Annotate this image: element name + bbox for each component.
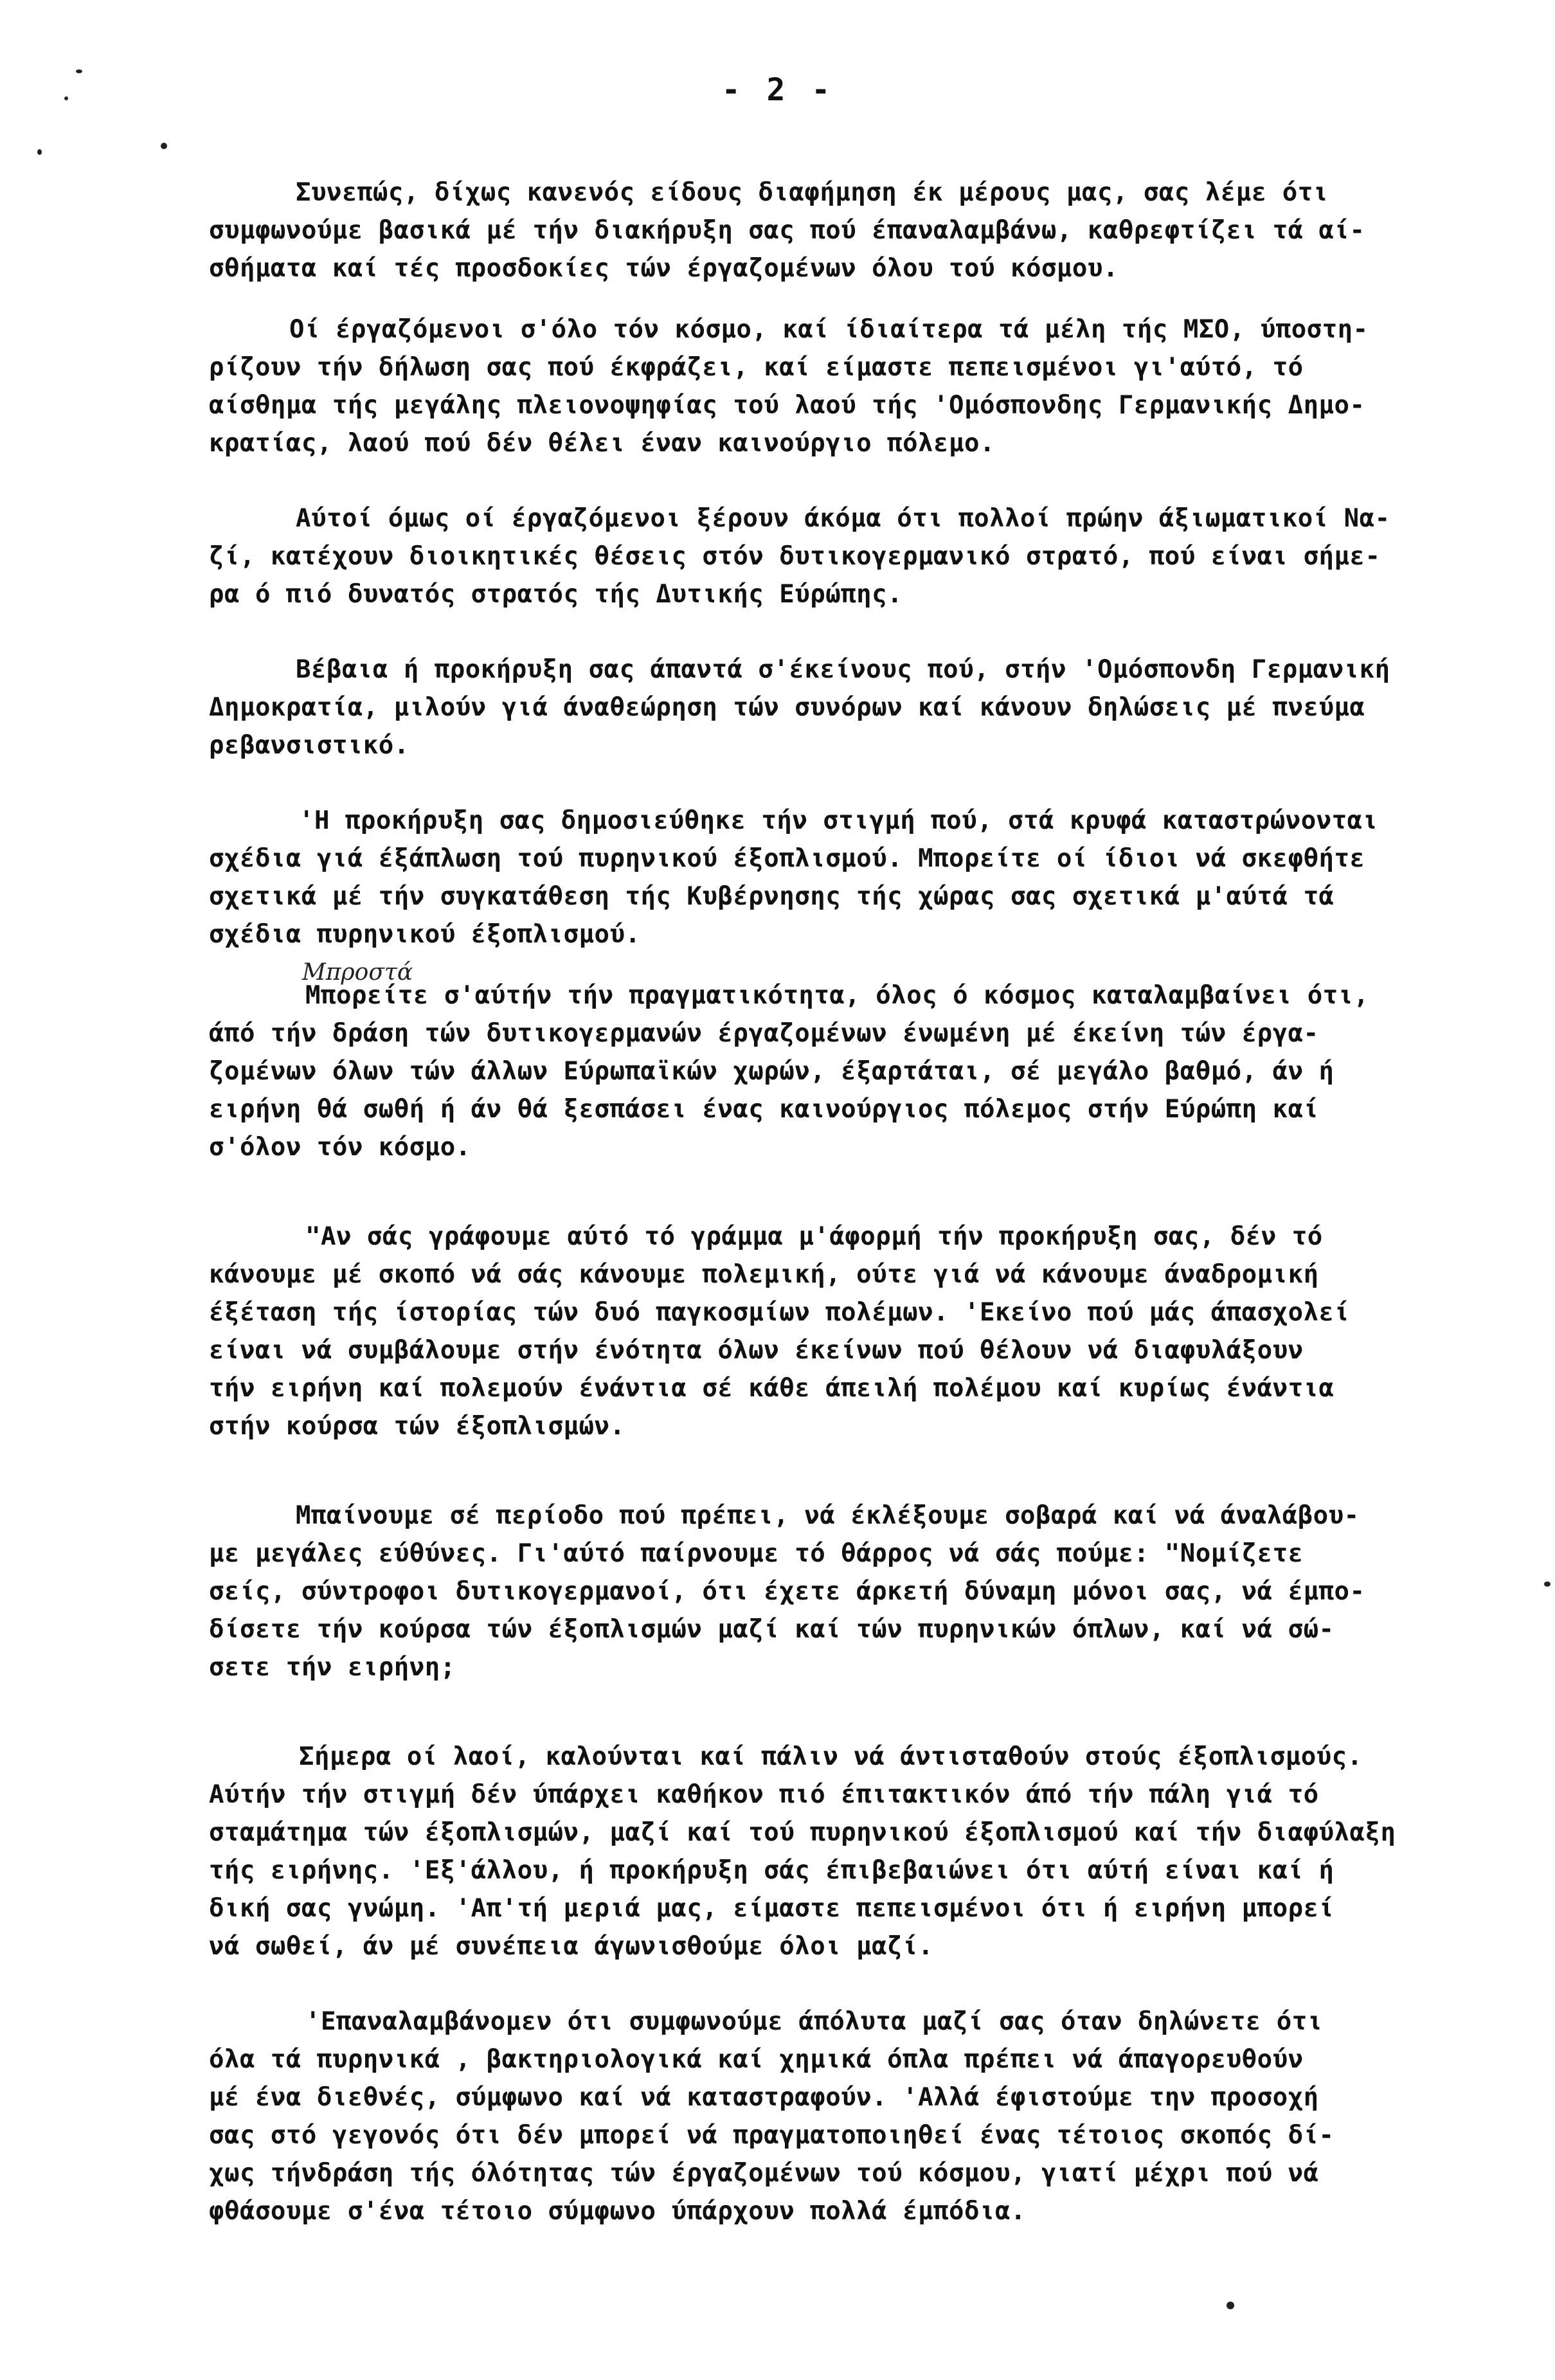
text-line: σχετικά μέ τήν συγκατάθεση τής Κυβέρνησης τής χώρας σας σχετικά μ'αύτά τά	[209, 882, 1335, 911]
text-line: ρίζουν τήν δήλωση σας πού έκφράζει, καί είμαστε πεπεισμένοι γι'αύτό, τό	[209, 353, 1304, 382]
text-line: Μπορείτε σ'αύτήν τήν πραγματικότητα, όλος ό κόσμος καταλαμβαίνει ότι,	[305, 981, 1369, 1010]
paragraph	[209, 500, 1507, 613]
text-line: Μπαίνουμε σέ περίοδο πού πρέπει, νά έκλέξουμε σοβαρά καί νά άναλάβου-	[296, 1501, 1360, 1530]
text-line: νά σωθεί, άν μέ συνέπεια άγωνισθούμε όλοι μαζί.	[209, 1932, 934, 1961]
text-line: ρα ό πιό δυνατός στρατός τής Δυτικής Εύρώπης.	[209, 580, 903, 609]
scan-speck	[76, 69, 82, 73]
text-line: σείς, σύντροφοι δυτικογερμανοί, ότι έχετε άρκετή δύναμη μόνοι σας, νά έμπο-	[209, 1577, 1365, 1606]
text-line: κάνουμε μέ σκοπό νά σάς κάνουμε πολεμική, ούτε γιά νά κάνουμε άναδρομική	[209, 1260, 1319, 1289]
text-line: ζομένων όλων τών άλλων Εύρωπαϊκών χωρών, έξαρτάται, σέ μεγάλο βαθμό, άν ή	[209, 1057, 1335, 1086]
scan-speck	[161, 143, 167, 149]
text-line: δίσετε τήν κούρσα τών έξοπλισμών μαζί καί τών πυρηνικών όπλων, καί νά σώ-	[209, 1615, 1335, 1644]
text-line: φθάσουμε σ'ένα τέτοιο σύμφωνο ύπάρχουν πολλά έμπόδια.	[209, 2197, 1026, 2226]
text-line: κρατίας, λαού πού δέν θέλει έναν καινούργιο πόλεμο.	[209, 429, 995, 458]
letter-body	[209, 174, 1507, 2230]
text-line: ρεβανσιστικό.	[209, 731, 409, 760]
paragraph	[209, 311, 1507, 462]
text-line: σθήματα καί τές προσδοκίες τών έργαζομένων όλου τού κόσμου.	[209, 254, 1119, 283]
paragraph	[209, 977, 1507, 1166]
text-line: τήν ειρήνη καί πολεμούν ένάντια σέ κάθε άπειλή πολέμου καί κυρίως ένάντια	[209, 1374, 1335, 1403]
text-line: σας στό γεγονός ότι δέν μπορεί νά πραγματοποιηθεί ένας τέτοιος σκοπός δί-	[209, 2121, 1335, 2150]
text-line: δική σας γνώμη. 'Απ'τή μεριά μας, είμαστε πεπεισμένοι ότι ή ειρήνη μπορεί	[209, 1894, 1335, 1923]
handwritten-correction: Μπροστά	[302, 959, 413, 986]
text-line: χως τήνδράση τής όλότητας τών έργαζομένων τού κόσμου, γιατί μέχρι πού νά	[209, 2159, 1319, 2188]
paragraph	[209, 2003, 1507, 2230]
paragraph	[209, 1497, 1507, 1686]
text-line: τής ειρήνης. 'Εξ'άλλου, ή προκήρυξη σάς έπιβεβαιώνει ότι αύτή είναι καί ή	[209, 1856, 1335, 1885]
text-line: 'Η προκήρυξη σας δημοσιεύθηκε τήν στιγμή πού, στά κρυφά καταστρώνονται	[299, 806, 1378, 835]
text-line: αίσθημα τής μεγάλης πλειονοψηφίας τού λαού τής 'Ομόσπονδης Γερμανικής Δημο-	[209, 391, 1365, 420]
text-line: με μεγάλες εύθύνες. Γι'αύτό παίρνουμε τό θάρρος νά σάς πούμε: "Νομίζετε	[209, 1539, 1304, 1568]
text-line: Συνεπώς, δίχως κανενός είδους διαφήμηση έκ μέρους μας, σας λέμε ότι	[296, 178, 1329, 207]
scan-speck	[1227, 2302, 1234, 2309]
text-line: Αύτήν τήν στιγμή δέν ύπάρχει καθήκον πιό έπιτακτικόν άπό τήν πάλη γιά τό	[209, 1780, 1319, 1809]
text-line: όλα τά πυρηνικά , βακτηριολογικά καί χημικά όπλα πρέπει νά άπαγορευθούν	[209, 2045, 1304, 2074]
text-line: μέ ένα διεθνές, σύμφωνο καί νά καταστραφούν. 'Αλλά έφιστούμε την προσοχή	[209, 2083, 1319, 2112]
text-line: "Αν σάς γράφουμε αύτό τό γράμμα μ'άφορμή τήν προκήρυξη σας, δέν τό	[305, 1222, 1323, 1251]
text-line: Αύτοί όμως οί έργαζόμενοι ξέρουν άκόμα ότι πολλοί πρώην άξιωματικοί Να-	[296, 504, 1390, 533]
text-line: ζί, κατέχουν διοικητικές θέσεις στόν δυτικογερμανικό στρατό, πού είναι σήμε-	[209, 542, 1381, 571]
scan-speck	[64, 96, 68, 100]
text-line: έξέταση τής ίστορίας τών δυό παγκοσμίων πολέμων. 'Εκείνο πού μάς άπασχολεί	[209, 1298, 1350, 1327]
scan-speck	[37, 149, 42, 155]
text-line: Σήμερα οί λαοί, καλούνται καί πάλιν νά άντισταθούν στούς έξοπλισμούς.	[299, 1742, 1363, 1771]
paragraph	[209, 651, 1507, 764]
text-line: σχέδια γιά έξάπλωση τού πυρηνικού έξοπλισμού. Μπορείτε οί ίδιοι νά σκεφθήτε	[209, 844, 1365, 873]
paragraph	[209, 174, 1507, 212]
paragraph	[209, 1218, 1507, 1445]
text-line: Δημοκρατία, μιλούν γιά άναθεώρηση τών συνόρων καί κάνουν δηλώσεις μέ πνεύμα	[209, 693, 1365, 722]
paragraph	[209, 802, 1507, 953]
text-line: σχέδια πυρηνικού έξοπλισμού.	[209, 920, 641, 949]
page-number: - 2 -	[721, 72, 834, 108]
text-line: ειρήνη θά σωθή ή άν θά ξεσπάσει ένας καινούργιος πόλεμος στήν Εύρώπη καί	[209, 1095, 1319, 1124]
text-line: στήν κούρσα τών έξοπλισμών.	[209, 1412, 625, 1441]
text-line: συμφωνούμε βασικά μέ τήν διακήρυξη σας πού έπαναλαμβάνω, καθρεφτίζει τά αί-	[209, 216, 1365, 245]
text-line: σ'όλον τόν κόσμο.	[209, 1133, 471, 1162]
text-line: άπό τήν δράση τών δυτικογερμανών έργαζομένων ένωμένη μέ έκείνη τών έργα-	[209, 1019, 1319, 1048]
text-line: σταμάτημα τών έξοπλισμών, μαζί καί τού πυρηνικού έξοπλισμού καί τήν διαφύλαξη	[209, 1818, 1396, 1847]
scan-speck	[1544, 1582, 1551, 1587]
text-line: είναι νά συμβάλουμε στήν ένότητα όλων έκείνων πού θέλουν νά διαφυλάξουν	[209, 1336, 1304, 1365]
text-line: Οί έργαζόμενοι σ'όλο τόν κόσμο, καί ίδιαίτερα τά μέλη τής ΜΣΟ, ύποστη-	[289, 315, 1369, 344]
text-line: 'Επαναλαμβάνομεν ότι συμφωνούμε άπόλυτα μαζί σας όταν δηλώνετε ότι	[305, 2007, 1323, 2036]
paragraph	[209, 1738, 1507, 1965]
text-line: Βέβαια ή προκήρυξη σας άπαντά σ'έκείνους πού, στήν 'Ομόσπονδη Γερμανική	[296, 655, 1390, 684]
text-line: σετε τήν ειρήνη;	[209, 1653, 456, 1682]
